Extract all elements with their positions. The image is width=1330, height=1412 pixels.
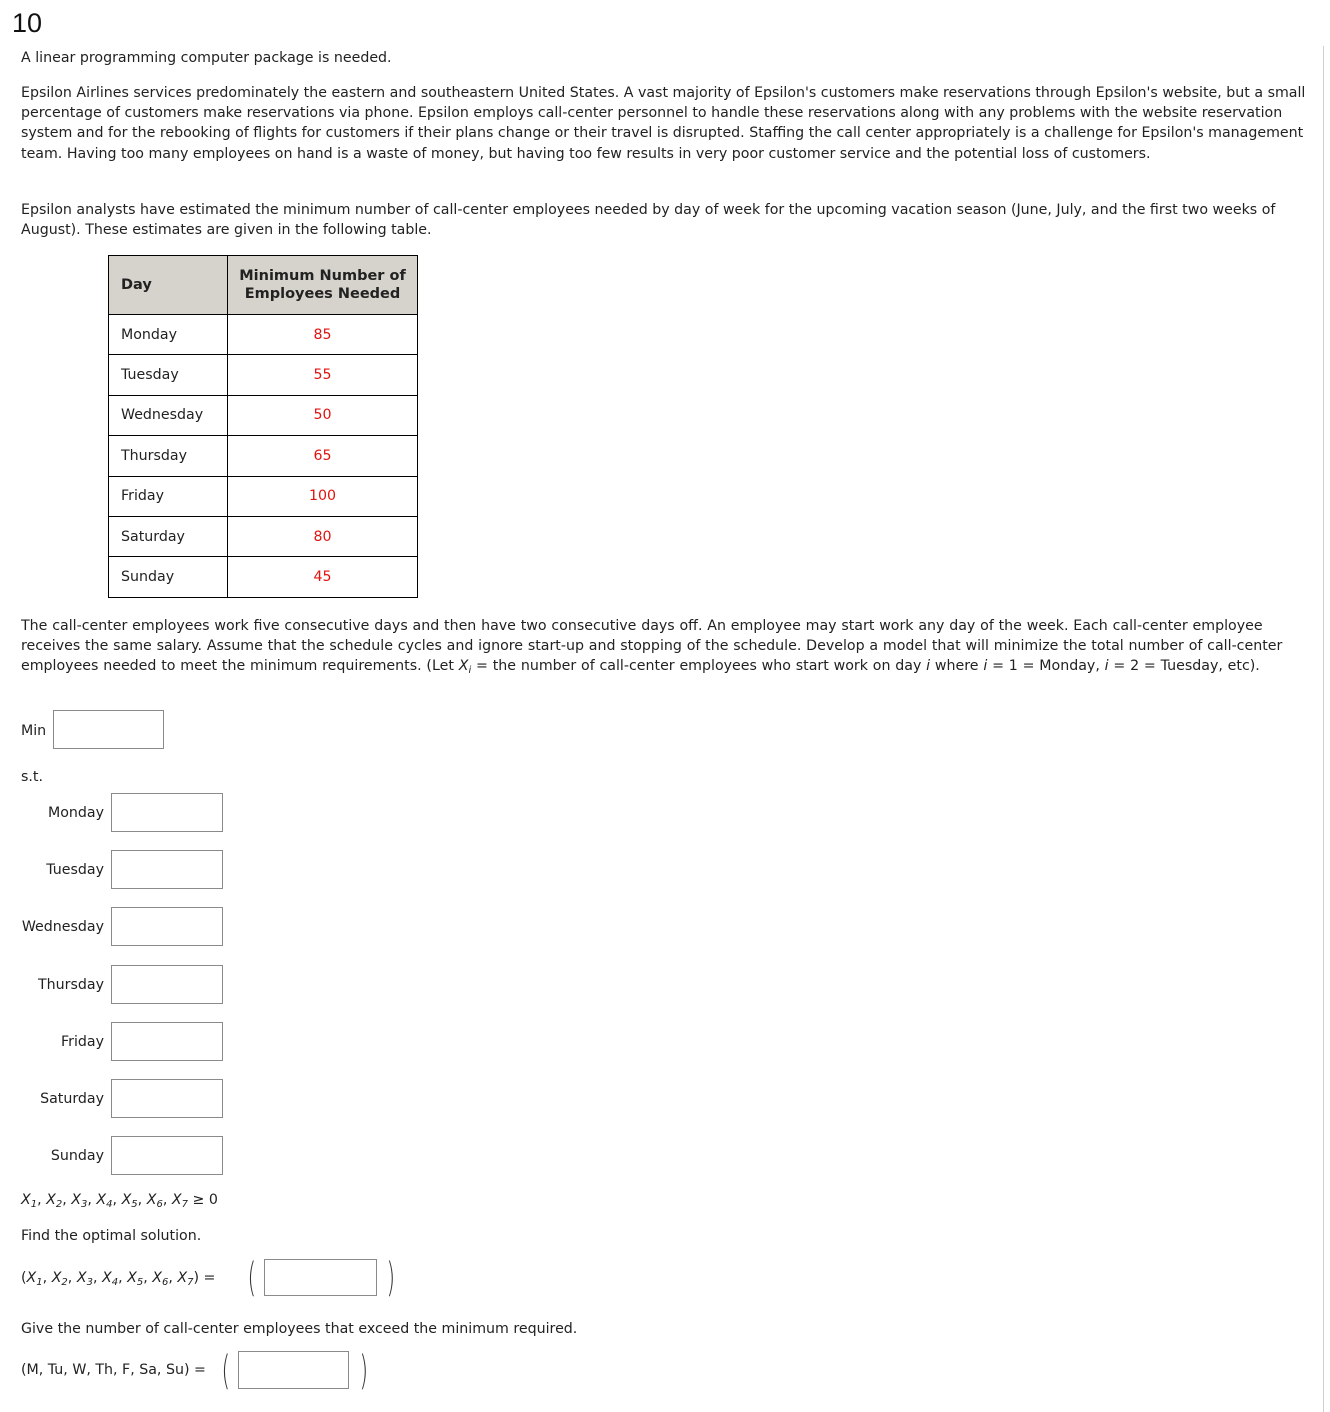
employee-requirements-table [108, 255, 418, 598]
constraint-input-wednesday[interactable] [111, 907, 223, 946]
table-row [109, 395, 418, 435]
right-divider [1323, 46, 1324, 1412]
question-number: 10 [12, 8, 43, 38]
optimal-prompt: Find the optimal solution. [21, 1228, 202, 1244]
nonnegativity-constraint: $X_1$, $X_2$, $X_3$, $X_4$, $X_5$, $X_6$, $X_7 \ge 0$ [21, 1192, 218, 1210]
left-paren-icon: ( [221, 1348, 231, 1394]
day-cell: Thursday [109, 436, 228, 476]
var-x: X [458, 658, 469, 675]
objective-input[interactable] [53, 710, 164, 749]
constraint-input-thursday[interactable] [111, 965, 223, 1004]
constraint-label-saturday: Saturday [40, 1091, 104, 1107]
constraint-label-monday: Monday [47, 805, 104, 821]
day-cell: Monday [109, 315, 228, 355]
header-line-1: Minimum Number of [239, 268, 406, 284]
table-row [109, 476, 418, 516]
para3-text: = 2 = Tuesday, etc). [1108, 658, 1260, 675]
min-employees-cell: 65 [228, 436, 418, 476]
para3-text: where [930, 658, 984, 675]
problem-paragraph-1: Epsilon Airlines services predominately the eastern and southeastern United States. A vast majority of Epsilon's customers make reservations through Epsilon's website, but a small percentage of customers make reservations via phone. Epsilon employs call-center personnel to handle these reservations along with any problems with the website reservation system and for the rebooking of flights for customers if their plans change or their travel is disrupted. Staffing the call center appropriately is a challenge for Epsilon's management team. Having too many employees on hand is a waste of money, but having too few results in very poor customer service and the potential loss of customers. [21, 85, 1306, 162]
constraint-input-sunday[interactable] [111, 1136, 223, 1175]
table-body [109, 315, 418, 598]
constraint-input-friday[interactable] [111, 1022, 223, 1061]
constraint-label-thursday: Thursday [38, 976, 104, 993]
constraint-label-wednesday: Wednesday [21, 919, 104, 936]
constraint-label-sunday: Sunday [50, 1148, 104, 1165]
table-row [109, 516, 418, 556]
var-i: i [1104, 658, 1109, 675]
day-cell: Wednesday [109, 395, 228, 435]
day-cell: Sunday [109, 557, 228, 597]
constraint-input-monday[interactable] [111, 793, 223, 832]
excess-label: (M, Tu, W, Th, F, Sa, Su) = [21, 1362, 206, 1378]
day-cell: Tuesday [109, 355, 228, 395]
constraint-label-tuesday: Tuesday [46, 862, 104, 879]
min-employees-cell: 45 [228, 557, 418, 597]
table-row [109, 436, 418, 476]
day-column-header: Day [109, 256, 228, 315]
para3-text: The call-center employees work five consecutive days and then have two consecutive days off. An employee may start work any day of the week. Each call-center employee receives the same salary. Assume that the schedule cycles and ignore start-up and stopping of the schedule. Develop a model that will minimize the total number of call-center employees needed to meet the minimum requirements. (Let [21, 618, 1283, 675]
para3-text: = the number of call-center employees who start work on day [471, 658, 927, 675]
table-row [109, 557, 418, 597]
right-paren-icon: ) [359, 1348, 369, 1394]
left-paren-icon: ( [247, 1255, 257, 1301]
optimal-solution-input[interactable] [264, 1259, 377, 1296]
table-row [109, 315, 418, 355]
excess-input[interactable] [238, 1351, 349, 1389]
var-x1: $X_1$ [21, 1192, 38, 1210]
min-employees-column-header [228, 256, 418, 315]
day-cell: Saturday [109, 516, 228, 556]
constraint-input-saturday[interactable] [111, 1079, 223, 1118]
instruction-text: A linear programming computer package is needed. [21, 50, 392, 66]
right-paren-icon: ) [386, 1255, 396, 1301]
para3-text: = 1 = Monday, [987, 658, 1105, 675]
st-label: s.t. [21, 769, 43, 785]
min-employees-cell: 50 [228, 395, 418, 435]
optimal-solution-label: ($X_1$, $X_2$, $X_3$, $X_4$, $X_5$, $X_6$, $X_7$) = [21, 1270, 216, 1288]
min-label: Min [21, 723, 47, 739]
problem-paragraph-2: Epsilon analysts have estimated the minimum number of call-center employees needed by day of week for the upcoming vacation season (June, July, and the first two weeks of August). These estimates are given in the following table. [21, 202, 1276, 239]
constraint-input-tuesday[interactable] [111, 850, 223, 889]
table-row [109, 355, 418, 395]
var-i: i [926, 658, 931, 675]
constraint-label-friday: Friday [61, 1033, 104, 1050]
min-employees-cell: 85 [228, 315, 418, 355]
excess-prompt: Give the number of call-center employees that exceed the minimum required. [21, 1321, 578, 1337]
var-i-sub: i [468, 665, 472, 677]
var-i: i [983, 658, 988, 675]
day-cell: Friday [109, 476, 228, 516]
problem-paragraph-3 [21, 616, 1313, 682]
min-employees-cell: 55 [228, 355, 418, 395]
min-employees-cell: 100 [228, 476, 418, 516]
min-employees-cell: 80 [228, 516, 418, 556]
table-header-row [109, 256, 418, 315]
header-line-2: Employees Needed [244, 286, 401, 302]
